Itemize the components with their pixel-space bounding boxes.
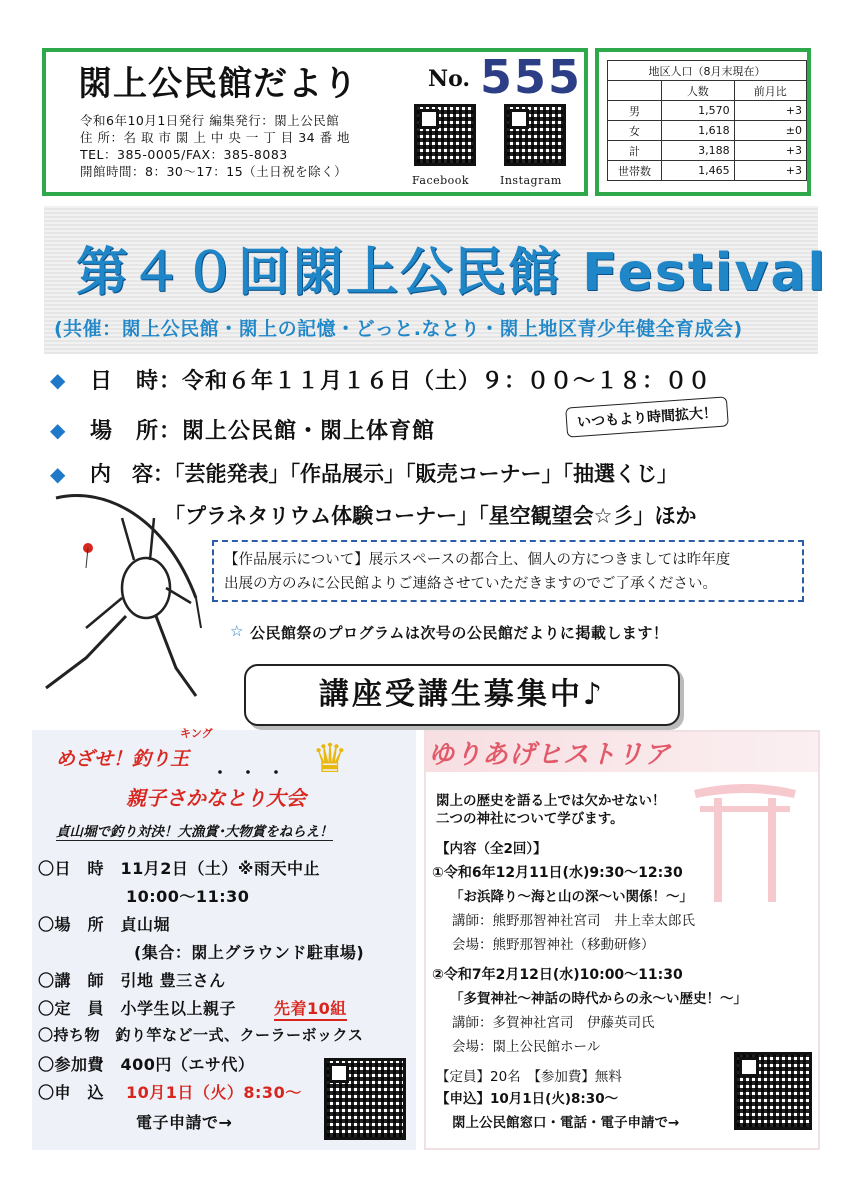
row-label: 男 — [608, 101, 662, 121]
facebook-label: Facebook — [412, 174, 470, 187]
issue-no-label: No. — [428, 66, 471, 92]
session-2-lecturer: 講師：多賀神社宮司 伊藤英司氏 — [452, 1015, 655, 1031]
rabbit-fishing-illustration — [26, 488, 236, 708]
row-change: +3 — [734, 101, 806, 121]
fishing-tagline: 貞山堀で釣り対決！大漁賞･大物賞をねらえ！ — [56, 820, 333, 841]
address-line: 住 所：名 取 市 閖 上 中 央 一 丁 目 34 番 地 — [80, 130, 351, 145]
fishing-apply-qr-code[interactable] — [324, 1058, 406, 1140]
issue-date-line: 令和6年10月1日発行 編集発行：閖上公民館 — [80, 113, 340, 128]
issue-number: 555 — [480, 50, 583, 104]
history-apply-date: 【申込】10月1日(火)8:30～ — [436, 1091, 619, 1107]
row-change: ±0 — [734, 121, 806, 141]
session-2-date: ②令和7年2月12日(水)10:00～11:30 — [432, 967, 683, 983]
row-change: +3 — [734, 161, 806, 181]
history-apply-qr-code[interactable] — [734, 1052, 812, 1130]
fishing-apply-label: 〇申 込 — [38, 1083, 105, 1102]
row-label: 計 — [608, 141, 662, 161]
diamond-bullet-icon: ◆ — [50, 418, 66, 442]
newsletter-title: 閖上公民館だより — [78, 64, 358, 104]
row-count: 1,465 — [662, 161, 735, 181]
history-capacity-fee: 【定員】20名 【参加費】無料 — [436, 1069, 622, 1085]
row-label: 女 — [608, 121, 662, 141]
crown-icon: ♛ — [312, 736, 348, 782]
instagram-qr-code[interactable] — [504, 104, 566, 166]
diamond-bullet-icon: ◆ — [50, 368, 66, 392]
extended-hours-bubble: いつもより時間拡大！ — [565, 396, 729, 437]
festival-content: 内 容：「芸能発表」「作品展示」「販売コーナー」「抽選くじ」 — [90, 462, 678, 486]
fishing-fee: 〇参加費 400円（エサ代） — [38, 1055, 255, 1074]
history-title: ゆりあげヒストリア — [428, 740, 672, 770]
history-intro-2: 二つの神社について学びます。 — [436, 811, 624, 827]
fishing-date: 〇日 時 11月2日（土）※雨天中止 — [38, 859, 320, 878]
table-row — [608, 101, 807, 121]
facebook-qr-code[interactable] — [414, 104, 476, 166]
col-header-change: 前月比 — [734, 81, 806, 101]
fishing-time: 10:00～11:30 — [126, 887, 250, 906]
fishing-belongings: 〇持ち物 釣り竿など一式、クーラーボックス — [38, 1026, 364, 1044]
festival-place: 場 所：閖上公民館・閖上体育館 — [90, 419, 436, 444]
festival-title: 第４０回閖上公民館 Festival — [76, 243, 828, 303]
history-apply-method: 閖上公民館窓口・電話・電子申請で→ — [452, 1115, 680, 1131]
table-row — [608, 141, 807, 161]
phone-line: TEL：385-0005/FAX：385-8083 — [80, 147, 288, 162]
session-2-venue: 会場：閖上公民館ホール — [452, 1039, 601, 1055]
row-count: 3,188 — [662, 141, 735, 161]
festival-cohosts: (共催：閖上公民館・閖上の記憶・どっと.なとり・閖上地区青少年健全育成会) — [54, 318, 743, 340]
col-header-blank — [608, 81, 662, 101]
title-ruby: キング — [180, 727, 213, 740]
hours-line: 開館時間：8：30～17：15（土日祝を除く） — [80, 164, 348, 179]
fishing-first-come: 先着10組 — [274, 996, 347, 1021]
fishing-instructor: 〇講 師 引地 豊三さん — [38, 971, 226, 990]
fishing-capacity: 〇定 員 小学生以上親子 — [38, 999, 237, 1018]
instagram-label: Instagram — [500, 174, 562, 187]
fishing-meeting-point: (集合：閖上グラウンド駐車場) — [134, 943, 365, 962]
exhibit-notice — [212, 540, 804, 602]
history-intro-1: 閖上の歴史を語る上では欠かせない！ — [436, 793, 666, 809]
fishing-apply-method: 電子申請で→ — [136, 1113, 233, 1132]
population-table — [607, 60, 807, 181]
festival-date: 日 時：令和６年１１月１６日（土）９：００～１８：００ — [90, 369, 712, 394]
population-box — [595, 48, 811, 196]
table-row — [608, 161, 807, 181]
fishing-title-1: めざせ！釣り王 — [56, 748, 190, 770]
torii-gate-icon — [690, 776, 800, 904]
program-note: 公民館祭のプログラムは次号の公民館だよりに掲載します！ — [250, 624, 669, 642]
population-title: 地区人口（8月末現在） — [608, 61, 807, 81]
col-header-count: 人数 — [662, 81, 735, 101]
star-icon: ☆ — [230, 622, 244, 640]
session-2-title: 「多賀神社～神話の時代からの永～い歴史！～」 — [450, 991, 747, 1007]
notice-line: 【作品展示について】展示スペースの都合上、個人の方につきましては昨年度 — [224, 552, 731, 568]
fishing-place: 〇場 所 貞山堀 — [38, 915, 171, 934]
session-1-date: ①令和6年12月11日(水)9:30～12:30 — [432, 865, 683, 881]
session-1-lecturer: 講師：熊野那智神社宮司 井上幸太郎氏 — [452, 913, 695, 929]
fishing-apply-date: 10月1日（火）8:30～ — [126, 1083, 302, 1102]
fishing-title-2: 親子さかなとり大会 — [126, 786, 306, 810]
table-row — [608, 121, 807, 141]
diamond-bullet-icon: ◆ — [50, 462, 66, 486]
notice-line: 出展の方のみに公民館よりご連絡させていただきますのでご了承ください。 — [224, 576, 717, 592]
history-content-heading: 【内容（全2回）】 — [436, 841, 547, 857]
row-change: +3 — [734, 141, 806, 161]
row-count: 1,618 — [662, 121, 735, 141]
festival-content-cont: 「プラネタリウム体験コーナー」「星空観望会☆彡」ほか — [164, 504, 697, 528]
row-label: 世帯数 — [608, 161, 662, 181]
session-1-title: 「お浜降り～海と山の深～い関係！～」 — [450, 889, 693, 905]
session-1-venue: 会場：熊野那智神社（移動研修） — [452, 937, 655, 953]
row-count: 1,570 — [662, 101, 735, 121]
course-recruitment-banner: 講座受講生募集中♪ — [244, 664, 680, 726]
emphasis-dots: ・・・ — [212, 763, 297, 782]
